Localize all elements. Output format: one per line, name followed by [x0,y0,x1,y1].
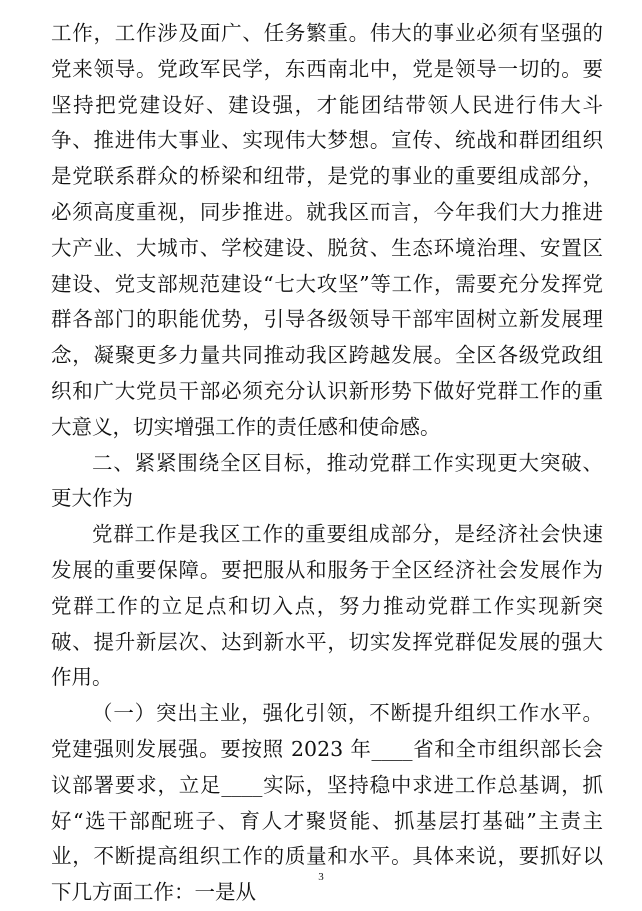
subsection-paragraph: （一）突出主业，强化引领，不断提升组织工作水平。党建强则发展强。要按照 2023 年____省和全市组织部长会议部署要求，立足____实际，坚持稳中求进工作总基调，抓好“选干部配班子、育人才聚贤能、抓基层打基础”主责主业，不断提高组织工作的质量和水平。具体来说，要抓好以下几方面工作：一是从 [51,701,603,905]
document-body [51,16,603,911]
paragraph-continuation: 工作，工作涉及面广、任务繁重。伟大的事业必须有坚强的党来领导。党政军民学，东西南北中，党是领导一切的。要坚持把党建设好、建设强，才能团结带领人民进行伟大斗争、推进伟大事业、实现伟大梦想。宣传、统战和群团组织是党联系群众的桥梁和纽带，是党的事业的重要组成部分，必须高度重视，同步推进。就我区而言，今年我们大力推进大产业、大城市、学校建设、脱贫、生态环境治理、安置区建设、党支部规范建设“七大攻坚”等工作，需要充分发挥党群各部门的职能优势，引导各级领导干部牢固树立新发展理念，凝聚更多力量共同推动我区跨越发展。全区各级党政组织和广大党员干部必须充分认识新形势下做好党群工作的重大意义，切实增强工作的责任感和使命感。 [51,21,603,439]
paragraph: 党群工作是我区工作的重要组成部分，是经济社会快速发展的重要保障。要把服从和服务于全区经济社会发展作为党群工作的立足点和切入点，努力推动党群工作实现新突破、提升新层次、达到新水平，切实发挥党群促发展的强大作用。 [51,522,603,690]
section-heading: 二、紧紧围绕全区目标，推动党群工作实现更大突破、更大作为 [51,450,603,511]
page-number: 3 [318,871,324,883]
